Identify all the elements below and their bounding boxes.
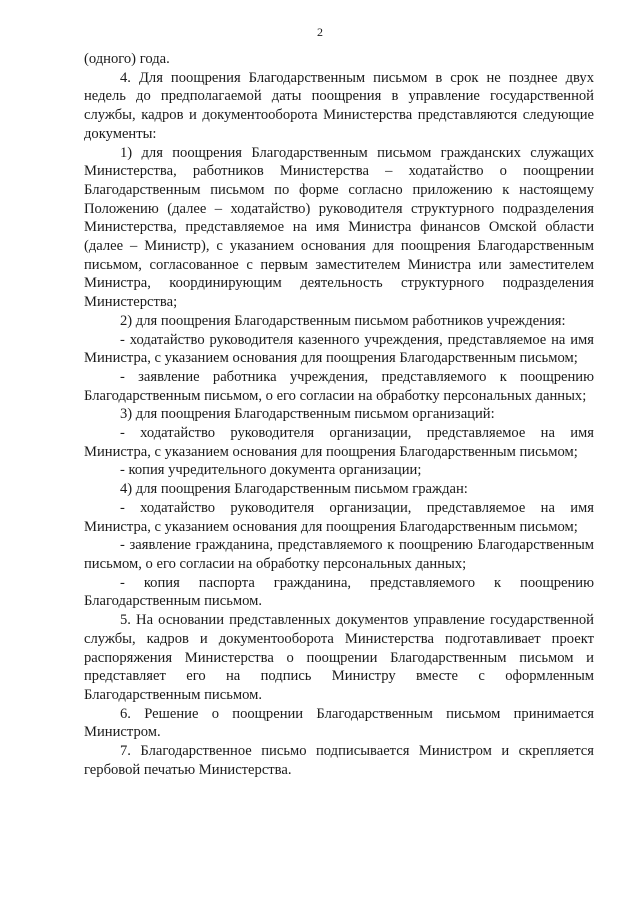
paragraph-item-5: 5. На основании представленных документов управление государственной службы, кадров и документооборота Министерства подготавливает проект распоряжения Министерства о поощрении Благодарственным письмом и представляет его на подпись Министру вместе с оформленным Благодарственным письмом.	[84, 612, 594, 703]
paragraph-dash-7: - копия паспорта гражданина, представляемого к поощрению Благодарственным письмом.	[84, 574, 594, 610]
paragraph-dash-1: - ходатайство руководителя казенного учреждения, представляемое на имя Министра, с указанием основания для поощрения Благодарственным письмом;	[84, 331, 594, 367]
paragraph-subitem-3: 3) для поощрения Благодарственным письмом организаций:	[120, 406, 495, 423]
paragraph-dash-5: - ходатайство руководителя организации, представляемое на имя Министра, с указанием основания для поощрения Благодарственным письмом;	[84, 499, 594, 535]
paragraph-subitem-4: 4) для поощрения Благодарственным письмом граждан:	[120, 481, 468, 498]
paragraph-dash-6: - заявление гражданина, представляемого к поощрению Благодарственным письмом, о его согласии на обработку персональных данных;	[84, 537, 594, 572]
paragraph-1: (одного) года.	[84, 51, 170, 67]
paragraph-item-6: 6. Решение о поощрении Благодарственным письмом принимается Министром.	[84, 705, 594, 741]
paragraph-dash-3: - ходатайство руководителя организации, представляемое на имя Министра, с указанием основания для поощрения Благодарственным письмом;	[84, 425, 594, 460]
page-number: 2	[317, 25, 323, 39]
paragraph-dash-2: - заявление работника учреждения, представляемого к поощрению Благодарственным письмом, о его согласии на обработку персональных данных;	[84, 368, 594, 404]
paragraph-subitem-2: 2) для поощрения Благодарственным письмом работников учреждения:	[120, 312, 566, 329]
paragraph-item-7: 7. Благодарственное письмо подписывается Министром и скрепляется гербовой печатью Министерства.	[84, 743, 594, 778]
document-body	[84, 50, 594, 779]
paragraph-subitem-1: 1) для поощрения Благодарственным письмом гражданских служащих Министерства, работников Министерства – ходатайство о поощрении Благодарственным письмом по форме согласно приложению к настоящему Положению (далее – ходатайство) руководителя структурного подразделения Министерства, представляемое на имя Министра финансов Омской области (далее – Министр), с указанием основания для поощрения Благодарственным письмом, согласованное с первым заместителем Министра или заместителем Министра, координирующим деятельность структурного подразделения Министерства;	[84, 144, 594, 311]
paragraph-item-4: 4. Для поощрения Благодарственным письмом в срок не позднее двух недель до предполагаемой даты поощрения в управление государственной службы, кадров и документооборота Министерства представляются следующие документы:	[84, 69, 594, 142]
paragraph-dash-4: - копия учредительного документа организации;	[120, 462, 422, 479]
